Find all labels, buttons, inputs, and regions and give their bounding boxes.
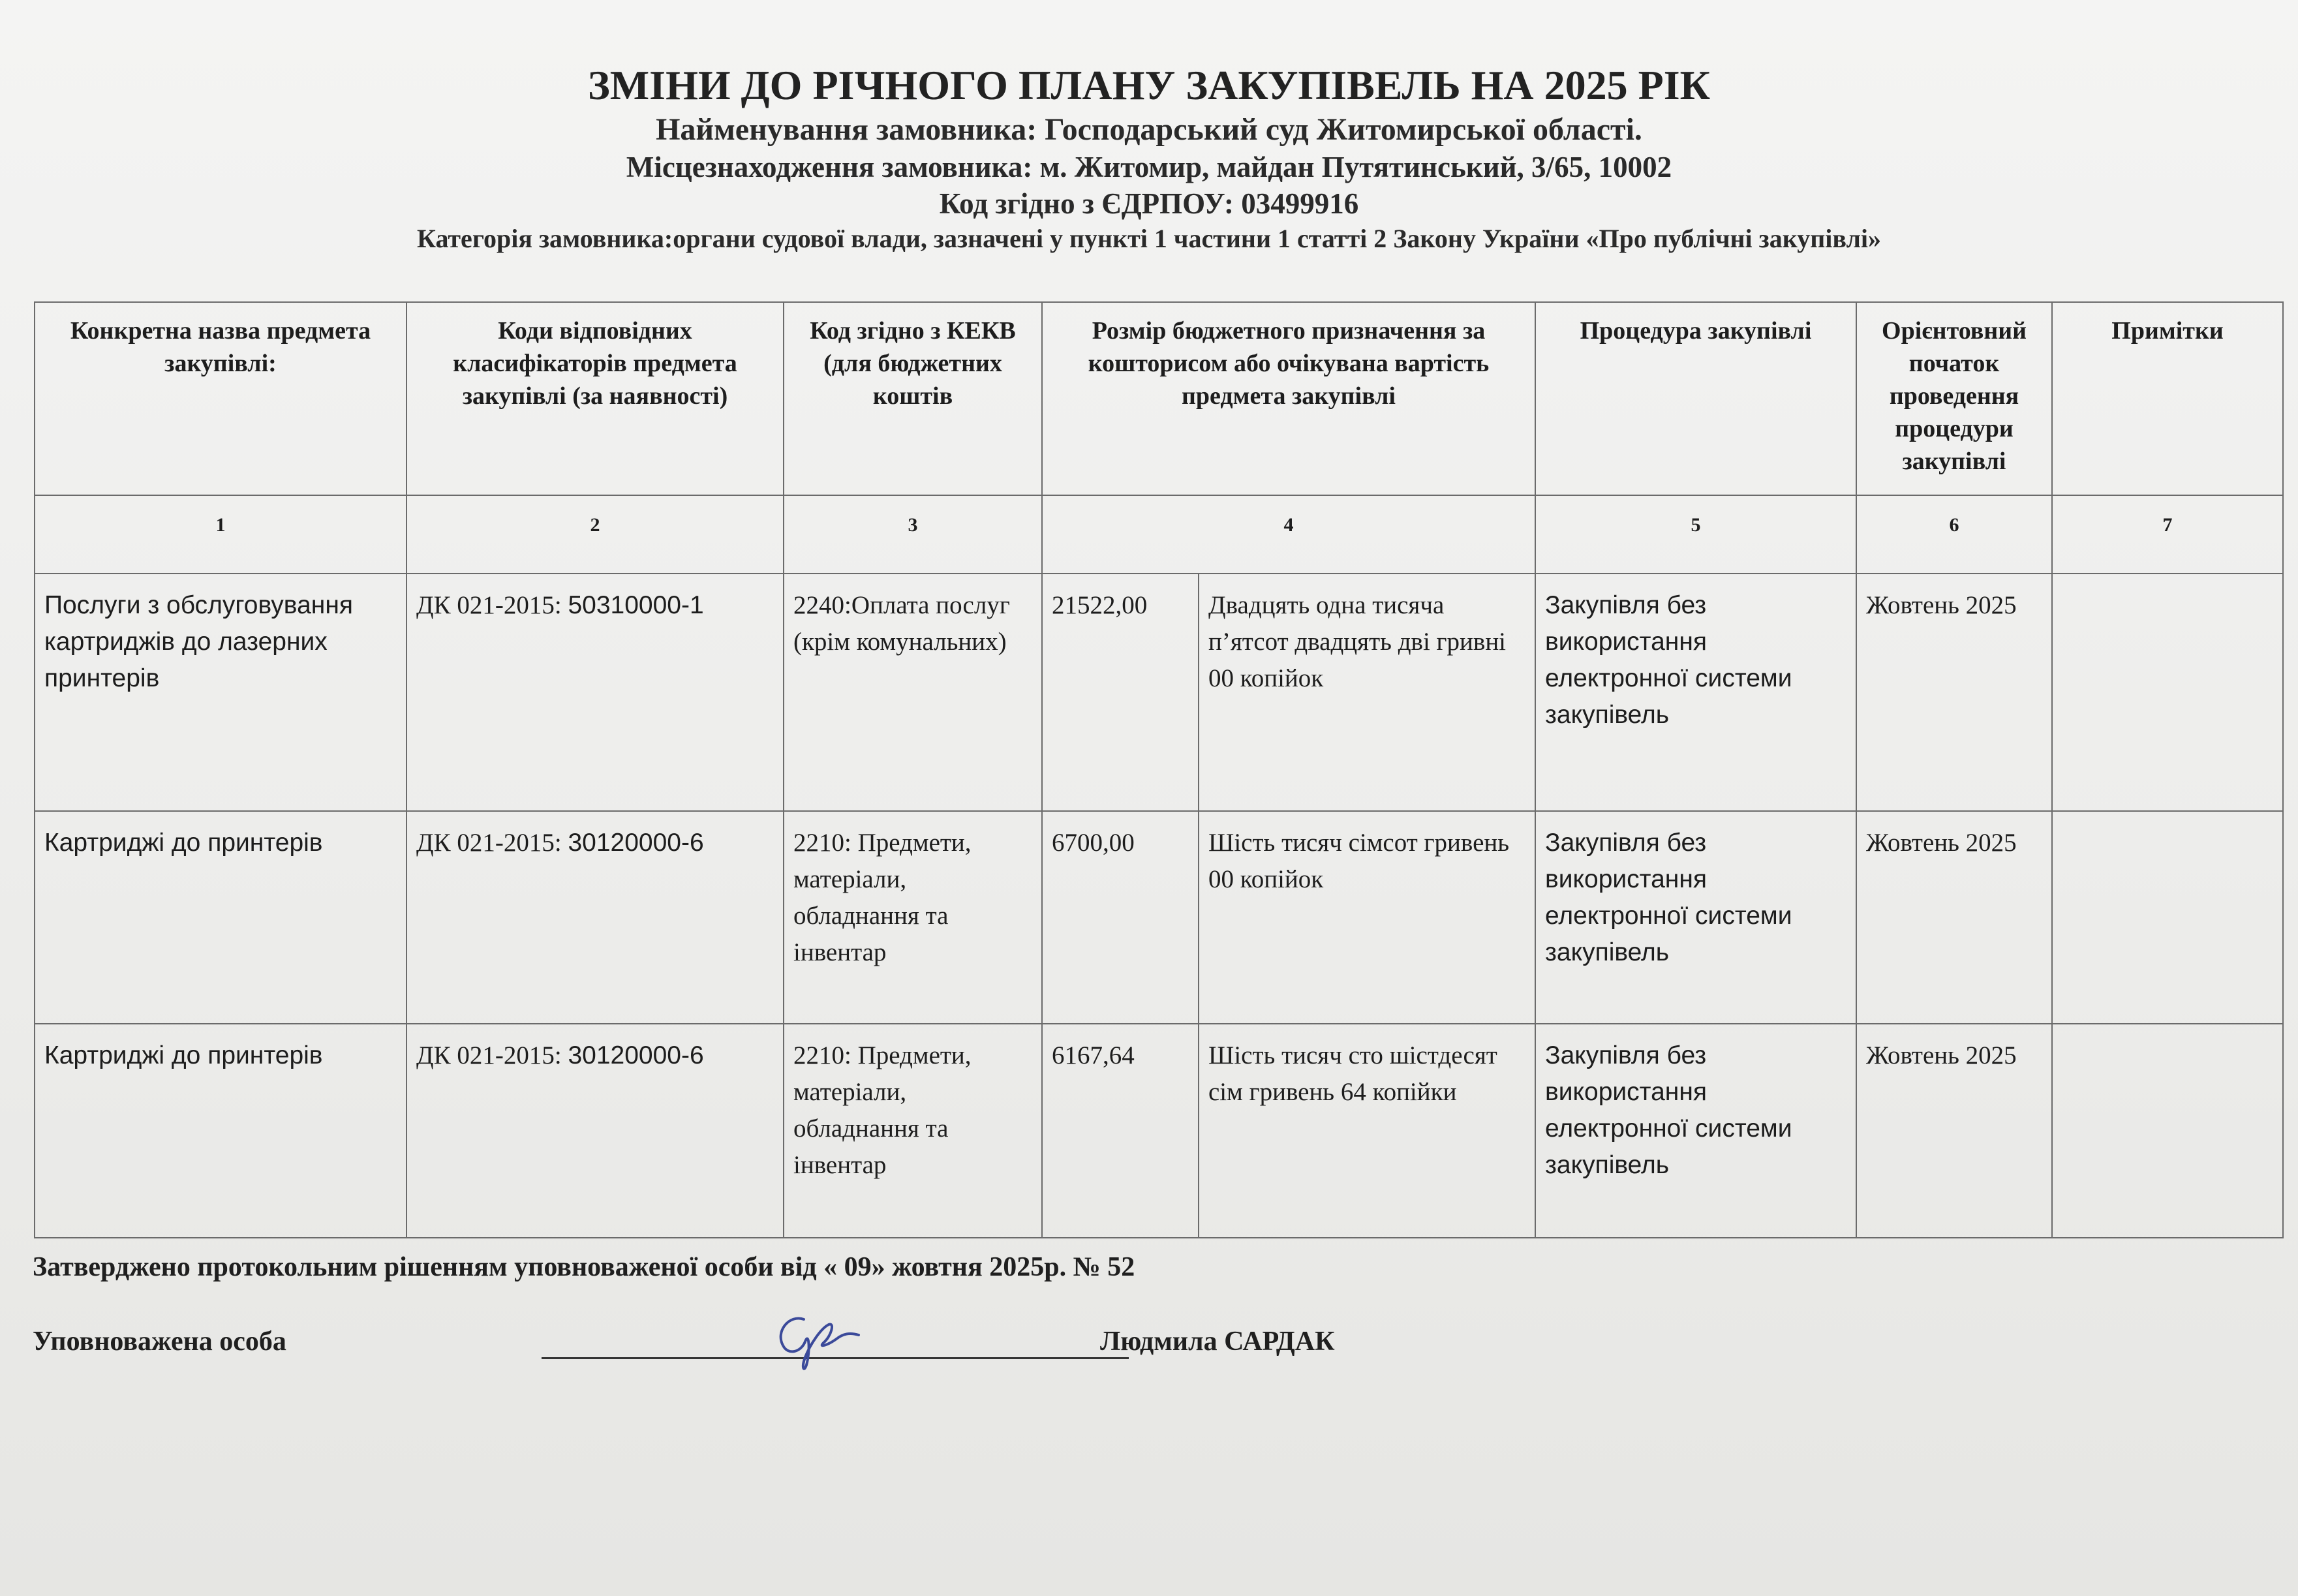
classifier-number: 30120000-6 [568, 1041, 704, 1069]
column-number: 7 [2052, 495, 2283, 574]
table-row [35, 574, 2283, 811]
customer-location: Місцезнаходження замовника: м. Житомир, майдан Путятинський, 3/65, 10002 [626, 151, 1672, 183]
header-start: Орієнтовний початок проведення процедури закупівлі [1856, 302, 2052, 495]
notes [2052, 811, 2283, 1024]
approval-statement: Затверджено протокольним рішенням уповноваженої особи від « 09» жовтня 2025р. № 52 [33, 1252, 1135, 1282]
column-number: 5 [1535, 495, 1856, 574]
amount: 6167,64 [1042, 1024, 1199, 1238]
header-notes: Примітки [2052, 302, 2283, 495]
amount: 6700,00 [1042, 811, 1199, 1024]
notes [2052, 1024, 2283, 1238]
header-kekv: Код згідно з КЕКВ (для бюджетних коштів [784, 302, 1042, 495]
classifier-number: 30120000-6 [568, 829, 704, 857]
amount-in-words: Шість тисяч сто шістдесят сім гривень 64 копійки [1199, 1024, 1535, 1238]
header-classifier-codes: Коди відповідних класифікаторів предмета закупівлі (за наявності) [406, 302, 784, 495]
edrpou-code: Код згідно з ЄДРПОУ: 03499916 [939, 187, 1359, 220]
start-date: Жовтень 2025 [1856, 1024, 2052, 1238]
notes [2052, 574, 2283, 811]
kekv-code: 2240:Оплата послуг (крім комунальних) [784, 574, 1042, 811]
procedure: Закупівля без використання електронної системи закупівель [1535, 1024, 1856, 1238]
item-name: Картриджі до принтерів [35, 811, 406, 1024]
signer-name: Людмила САРДАК [1100, 1327, 1335, 1357]
kekv-code: 2210: Предмети, матеріали, обладнання та інвентар [784, 1024, 1042, 1238]
kekv-code: 2210: Предмети, матеріали, обладнання та інвентар [784, 811, 1042, 1024]
column-number: 4 [1042, 495, 1535, 574]
classifier-prefix: ДК 021-2015: [416, 829, 568, 857]
classifier-code [406, 811, 784, 1024]
header-row [35, 302, 2283, 495]
header-procedure: Процедура закупівлі [1535, 302, 1856, 495]
header-budget: Розмір бюджетного призначення за кошторисом або очікувана вартість предмета закупівлі [1042, 302, 1535, 495]
customer-name: Найменування замовника: Господарський суд Житомирської області. [656, 112, 1642, 147]
column-number: 6 [1856, 495, 2052, 574]
amount-in-words: Шість тисяч сімсот гривень 00 копійок [1199, 811, 1535, 1024]
table-row [35, 1024, 2283, 1238]
signer-role: Уповноважена особа [33, 1327, 286, 1357]
customer-category: Категорія замовника:органи судової влади, зазначені у пункті 1 частини 1 статті 2 Закону України «Про публічні закупівлі» [416, 224, 1882, 253]
column-number-row [35, 495, 2283, 574]
document-header [0, 60, 2298, 256]
handwritten-signature [763, 1305, 868, 1377]
classifier-code [406, 1024, 784, 1238]
start-date: Жовтень 2025 [1856, 574, 2052, 811]
document-title: ЗМІНИ ДО РІЧНОГО ПЛАНУ ЗАКУПІВЕЛЬ НА 2025 РІК [587, 62, 1711, 108]
column-number: 2 [406, 495, 784, 574]
start-date: Жовтень 2025 [1856, 811, 2052, 1024]
classifier-prefix: ДК 021-2015: [416, 591, 568, 619]
table-row [35, 811, 2283, 1024]
column-number: 3 [784, 495, 1042, 574]
amount: 21522,00 [1042, 574, 1199, 811]
item-name: Послуги з обслуговування картриджів до лазерних принтерів [35, 574, 406, 811]
classifier-number: 50310000-1 [568, 591, 704, 619]
amount-in-words: Двадцять одна тисяча п’ятсот двадцять дві гривні 00 копійок [1199, 574, 1535, 811]
procedure: Закупівля без використання електронної системи закупівель [1535, 811, 1856, 1024]
item-name: Картриджі до принтерів [35, 1024, 406, 1238]
classifier-prefix: ДК 021-2015: [416, 1041, 568, 1069]
header-item-name: Конкретна назва предмета закупівлі: [35, 302, 406, 495]
procurement-plan-table [34, 301, 2284, 1238]
procedure: Закупівля без використання електронної системи закупівель [1535, 574, 1856, 811]
classifier-code [406, 574, 784, 811]
column-number: 1 [35, 495, 406, 574]
